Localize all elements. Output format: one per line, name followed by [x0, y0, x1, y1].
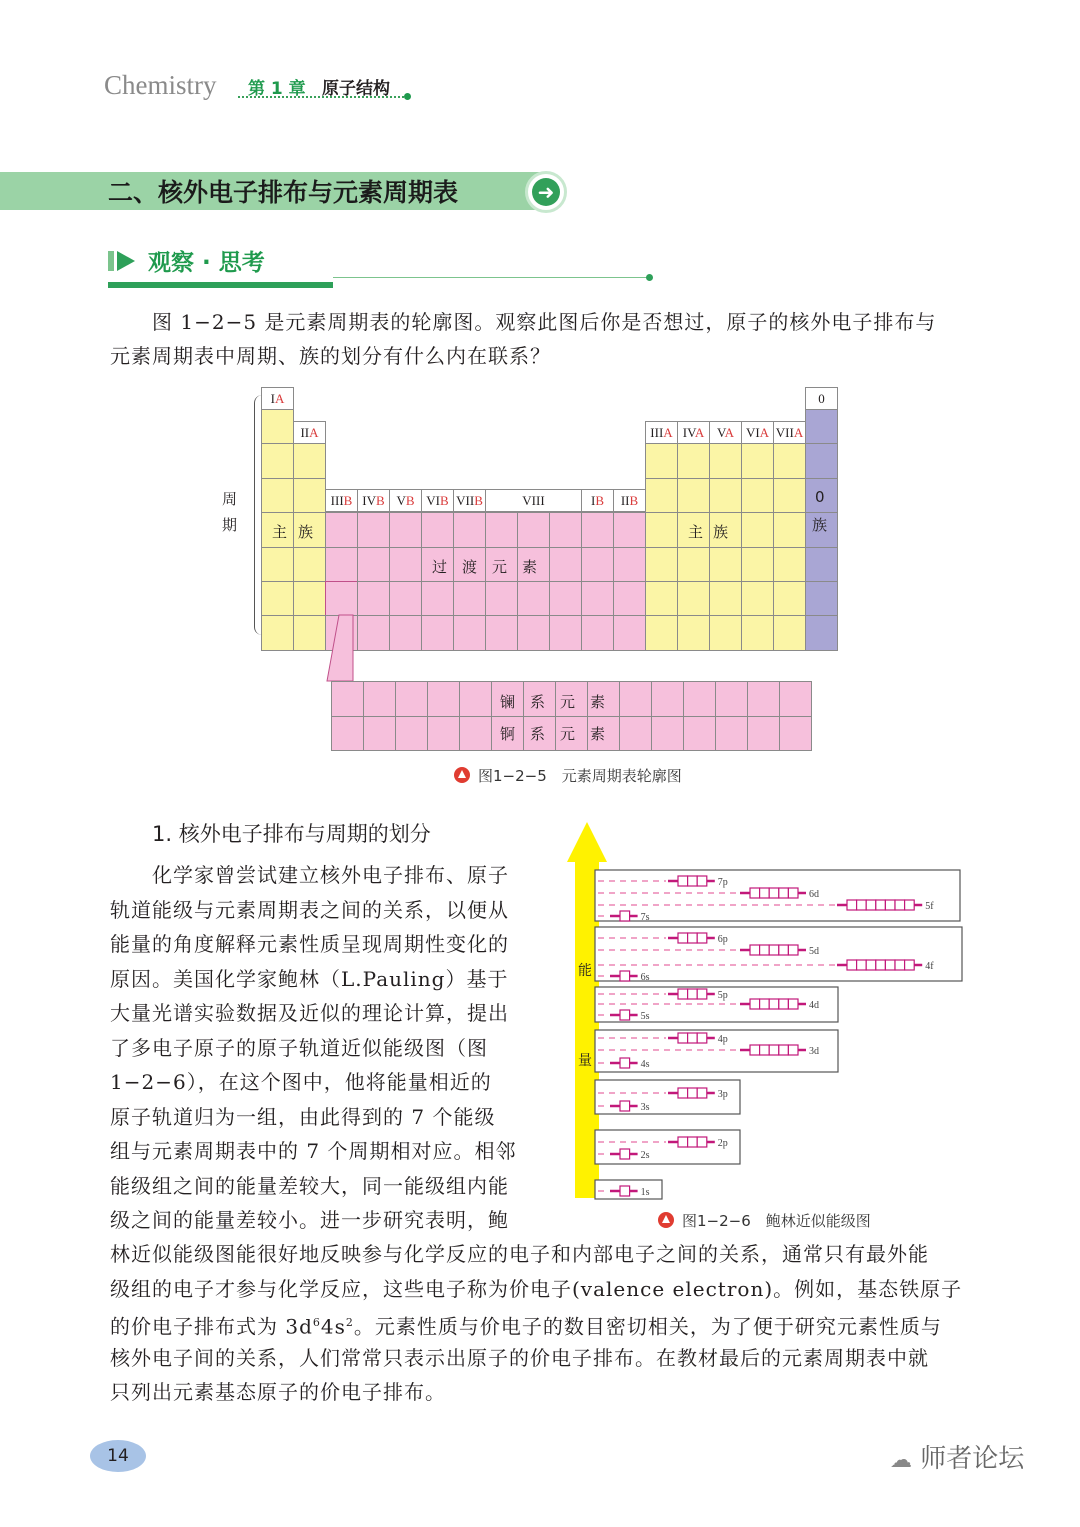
group-suffix: A — [274, 391, 285, 406]
orbital-box — [620, 1186, 630, 1196]
orbital-box — [760, 1045, 770, 1055]
orbital-box — [895, 900, 905, 910]
body-text-line: 核外电子间的关系，人们常常只表示出原子的价电子排布。在教材最后的元素周期表中就 — [110, 1345, 929, 1370]
orbital-box — [678, 1088, 688, 1098]
group-suffix: A — [724, 425, 735, 441]
orbital-box — [760, 888, 770, 898]
body-text-line: 只列出元素基态原子的价电子排布。 — [110, 1380, 446, 1404]
arrow-right-icon: ➜ — [525, 171, 567, 213]
triangle-icon — [658, 1212, 674, 1228]
watermark — [890, 1438, 1024, 1475]
energy-arrow-head — [567, 822, 607, 862]
page-number: 14 — [90, 1440, 146, 1472]
observe-text-line: 图 1−2−5 是元素周期表的轮廓图。观察此图后你是否想过，原子的核外电子排布与 — [152, 310, 937, 334]
orbital-label: 1s — [640, 1187, 650, 1198]
wechat-icon: ☁ — [890, 1448, 912, 1473]
body-text-line: 能级组之间的能量差较大，同一能级组内能 — [110, 1173, 509, 1198]
body-text-line: 1−2−6），在这个图中，他将能量相近的 — [110, 1070, 492, 1094]
period-label: 周 — [222, 490, 238, 508]
orbital-box — [688, 876, 698, 886]
orbital-box — [688, 1033, 698, 1043]
group-roman: IV — [362, 493, 377, 509]
caption-text: 图1−2−6 鲍林近似能级图 — [682, 1212, 871, 1230]
group-roman: III — [330, 493, 344, 509]
orbital-box — [876, 960, 886, 970]
superscript: 6 — [312, 1316, 321, 1329]
body-text-line: 林近似能级图能很好地反映参与化学反应的电子和内部电子之间的关系，通常只有最外能 — [110, 1242, 929, 1266]
orbital-box — [779, 999, 789, 1009]
orbital-label: 6d — [809, 889, 819, 900]
group-suffix: B — [474, 493, 483, 509]
orbital-label: 5d — [809, 946, 819, 957]
orbital-box — [847, 960, 857, 970]
figure-caption — [658, 1210, 871, 1231]
orbital-box — [678, 876, 688, 886]
orbital-box — [678, 1033, 688, 1043]
group-roman: VII — [456, 493, 475, 509]
orbital-box — [760, 999, 770, 1009]
orbital-box — [620, 911, 630, 921]
group-roman: II — [300, 425, 310, 441]
body-text-line: 级之间的能量差较小。进一步研究表明，鲍 — [110, 1208, 509, 1232]
section-title: 二、核外电子排布与元素周期表 — [108, 178, 459, 207]
orbital-label: 3s — [640, 1102, 650, 1113]
subsection-title: 1. 核外电子排布与周期的划分 — [152, 822, 431, 846]
orbital-box — [769, 999, 779, 1009]
orbital-box — [788, 945, 798, 955]
subject-header: Chemistry — [104, 70, 217, 100]
orbital-label: 4p — [717, 1034, 728, 1045]
caption-text: 图1−2−5 元素周期表轮廓图 — [478, 767, 682, 785]
orbital-box — [620, 1149, 630, 1159]
orbital-box — [620, 971, 630, 981]
group-suffix: B — [376, 493, 385, 509]
group-suffix: B — [405, 493, 415, 509]
orbital-box — [750, 945, 760, 955]
orbital-label: 4s — [640, 1059, 650, 1070]
orbital-box — [779, 1045, 789, 1055]
orbital-box — [750, 888, 760, 898]
orbital-box — [885, 960, 895, 970]
lanthanides-label: 镧 系 元 素 — [500, 693, 606, 711]
orbital-label: 7s — [640, 912, 650, 923]
orbital-box — [769, 945, 779, 955]
group-roman: VIII — [522, 493, 545, 509]
main-group-label: 族 — [298, 523, 314, 541]
group-header-zero: 0 — [805, 387, 838, 410]
orbital-box — [678, 989, 688, 999]
group-roman: V — [396, 493, 406, 509]
group-roman: IV — [682, 425, 695, 441]
orbital-box — [697, 933, 707, 943]
orbital-box — [885, 900, 895, 910]
orbital-label: 5f — [925, 901, 934, 912]
orbital-box — [697, 1088, 707, 1098]
orbital-box — [678, 933, 688, 943]
orbital-label: 5s — [640, 1011, 650, 1022]
orbital-box — [905, 900, 915, 910]
orbital-box — [688, 1137, 698, 1147]
body-text-line: 组与元素周期表中的 7 个周期相对应。相邻 — [110, 1139, 517, 1163]
group-suffix: B — [595, 493, 604, 509]
group-roman: VI — [745, 425, 760, 441]
group-suffix: A — [793, 425, 804, 441]
orbital-box — [697, 1137, 707, 1147]
orbital-box — [847, 900, 857, 910]
orbital-box — [905, 960, 915, 970]
body-text-line: 原子轨道归为一组，由此得到的 7 个能级 — [110, 1104, 496, 1129]
energy-axis-label: 量 — [578, 1053, 592, 1069]
orbital-box — [769, 1045, 779, 1055]
text-span: 的价电子排布式为 3d — [110, 1314, 313, 1339]
orbital-box — [620, 1101, 630, 1111]
transition-label: 过 渡 元 素 — [432, 558, 538, 576]
orbital-label: 5p — [717, 990, 728, 1001]
body-text-line: 大量光谱实验数据及近似的理论计算，提出 — [110, 1001, 509, 1025]
orbital-box — [788, 1045, 798, 1055]
text-span: 。元素性质与价电子的数目密切相关，为了便于研究元素性质与 — [353, 1314, 942, 1339]
orbital-label: 4d — [809, 1000, 819, 1011]
zero-group-label: 族 — [812, 516, 828, 534]
orbital-box — [769, 888, 779, 898]
watermark-text: 师者论坛 — [920, 1444, 1025, 1474]
orbital-label: 2p — [717, 1138, 728, 1149]
orbital-box — [866, 900, 876, 910]
body-text-line: 级组的电子才参与化学反应，这些电子称为价电子(valence electron)。例如，基态铁原子 — [110, 1276, 963, 1301]
body-text-line — [110, 1306, 942, 1344]
orbital-box — [697, 989, 707, 999]
orbital-box — [779, 945, 789, 955]
group-roman: I — [590, 493, 596, 509]
orbital-label: 3p — [717, 1089, 728, 1100]
orbital-box — [779, 888, 789, 898]
energy-axis-label: 能 — [578, 963, 592, 979]
group-roman: I — [270, 391, 275, 406]
group-roman: V — [716, 425, 725, 441]
body-text-line: 了多电子原子的原子轨道近似能级图（图 — [110, 1035, 488, 1060]
orbital-box — [760, 945, 770, 955]
orbital-box — [688, 933, 698, 943]
period-label: 期 — [222, 516, 238, 534]
orbital-box — [688, 989, 698, 999]
orbital-label: 6s — [640, 972, 650, 983]
observe-text-line: 元素周期表中周期、族的划分有什么内在联系？ — [110, 344, 551, 368]
group-roman: III — [650, 425, 664, 441]
group-suffix: A — [663, 425, 673, 441]
body-text-line: 轨道能级与元素周期表之间的关系，以便从 — [110, 897, 509, 922]
orbital-label: 7p — [717, 877, 728, 888]
orbital-box — [866, 960, 876, 970]
chapter-title: 原子结构 — [322, 79, 390, 99]
orbital-label: 3d — [809, 1046, 819, 1057]
observe-title: 观察 · 思考 — [148, 250, 265, 276]
main-group-label: 主 — [688, 523, 704, 541]
body-text-line: 原因。美国化学家鲍林（L.Pauling）基于 — [110, 966, 509, 991]
group-suffix: B — [343, 493, 353, 509]
group-suffix: B — [629, 493, 639, 509]
orbital-label: 2s — [640, 1150, 650, 1161]
orbital-box — [857, 900, 867, 910]
orbital-box — [750, 999, 760, 1009]
orbital-box — [857, 960, 867, 970]
orbital-box — [750, 1045, 760, 1055]
group-roman: VII — [775, 425, 794, 441]
group-suffix: A — [309, 425, 319, 441]
orbital-box — [788, 999, 798, 1009]
text-span: 4s — [320, 1314, 346, 1339]
orbital-box — [895, 960, 905, 970]
orbital-box — [678, 1137, 688, 1147]
chapter-number: 第 1 章 — [248, 79, 306, 99]
superscript: 2 — [345, 1316, 354, 1329]
orbital-box — [876, 900, 886, 910]
actinides-label: 锕 系 元 素 — [500, 725, 606, 743]
orbital-label: 6p — [717, 934, 728, 945]
orbital-box — [788, 888, 798, 898]
orbital-box — [688, 1088, 698, 1098]
body-text-line: 化学家曾尝试建立核外电子排布、原子 — [152, 863, 509, 887]
orbital-box — [697, 1033, 707, 1043]
group-roman: II — [620, 493, 630, 509]
orbital-label: 4f — [925, 961, 934, 972]
main-group-label: 主 — [272, 523, 288, 541]
zero-group-label: 0 — [815, 488, 825, 506]
orbital-box — [620, 1010, 630, 1020]
orbital-box — [620, 1058, 630, 1068]
group-suffix: B — [440, 493, 449, 509]
body-text-line: 能量的角度解释元素性质呈现周期性变化的 — [110, 932, 509, 956]
orbital-box — [697, 876, 707, 886]
group-roman: VI — [426, 493, 441, 509]
group-suffix: A — [694, 425, 705, 441]
main-group-label: 族 — [713, 523, 729, 541]
group-suffix: A — [759, 425, 770, 441]
